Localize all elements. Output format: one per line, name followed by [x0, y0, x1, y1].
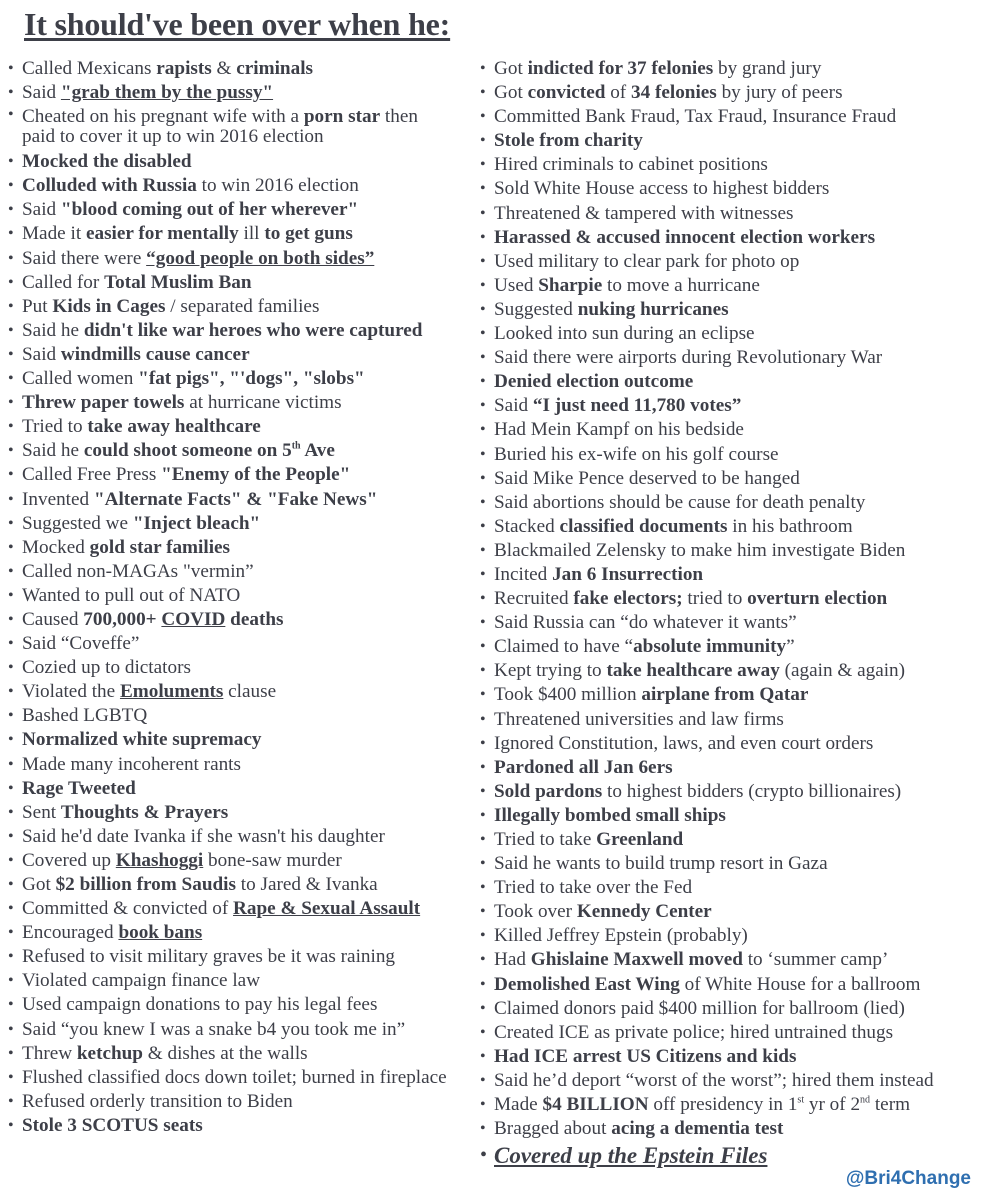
- list-item: [6, 271, 476, 295]
- left-column-list: [6, 57, 476, 1138]
- item-text-segment: Sent: [22, 801, 61, 823]
- item-text-segment: ”: [786, 636, 795, 658]
- item-text-segment: of: [605, 82, 631, 104]
- list-item: [478, 298, 978, 322]
- list-item: [478, 129, 978, 153]
- list-item: [6, 247, 476, 271]
- item-text-segment: Claimed donors paid $400 million for ballroom (lied): [494, 997, 905, 1019]
- item-text-segment: Kennedy Center: [576, 901, 712, 923]
- list-item: [478, 635, 978, 659]
- item-text-segment: airplane from Qatar: [641, 684, 809, 706]
- list-item: [6, 753, 476, 777]
- list-item: [6, 439, 476, 463]
- list-item: [478, 202, 978, 226]
- item-text-segment: tried to: [682, 588, 748, 610]
- item-text-segment: Had ICE arrest US Citizens and kids: [494, 1045, 797, 1067]
- item-text-segment: take healthcare away: [606, 660, 780, 682]
- item-text-segment: to ‘summer camp’: [742, 949, 889, 971]
- item-text-segment: term: [870, 1094, 911, 1116]
- list-item: [6, 150, 476, 174]
- list-item: [6, 391, 476, 415]
- list-item: [6, 560, 476, 584]
- item-text-segment: Stole 3 SCOTUS seats: [22, 1114, 203, 1136]
- list-item: [6, 105, 422, 150]
- list-item: [6, 897, 476, 921]
- list-item: [478, 515, 978, 539]
- item-text-segment: book bans: [118, 922, 203, 944]
- item-text-segment: in his bathroom: [727, 515, 853, 537]
- list-item: [478, 250, 978, 274]
- item-text-segment: porn star: [303, 106, 381, 128]
- item-text-segment: Claimed to have “: [494, 636, 634, 658]
- item-text-segment: easier for mentally: [85, 223, 239, 245]
- item-text-segment: Looked into sun during an eclipse: [494, 323, 755, 345]
- item-text-segment: of White House for a ballroom: [679, 973, 921, 995]
- list-item: [6, 512, 476, 536]
- item-text-segment: Sharpie: [538, 274, 603, 296]
- list-item: [478, 973, 978, 997]
- list-item: [6, 1114, 476, 1138]
- item-text-segment: Tried to: [22, 416, 88, 438]
- right-column-list: [478, 57, 978, 1169]
- item-text-segment: Used military to clear park for photo op: [494, 250, 800, 272]
- item-text-segment: nd: [860, 1094, 871, 1106]
- item-text-segment: Called women: [22, 368, 139, 390]
- item-text-segment: Thoughts & Prayers: [60, 801, 229, 823]
- item-text-segment: 34 felonies: [630, 82, 717, 104]
- item-text-segment: off presidency in 1: [648, 1094, 798, 1116]
- list-item: [478, 804, 978, 828]
- list-item: [478, 443, 978, 467]
- item-text-segment: Jan 6 Insurrection: [552, 563, 704, 585]
- list-item: [6, 222, 476, 246]
- list-item: [6, 1018, 476, 1042]
- list-item: [478, 924, 978, 948]
- item-text-segment: Stacked: [494, 515, 560, 537]
- list-item: [6, 873, 476, 897]
- item-text-segment: (again & again): [779, 660, 906, 682]
- item-text-segment: Made: [494, 1094, 543, 1116]
- list-item: [6, 174, 476, 198]
- item-text-segment: Threatened & tampered with witnesses: [494, 202, 794, 224]
- item-text-segment: Buried his ex-wife on his golf course: [494, 443, 779, 465]
- list-item: [478, 611, 978, 635]
- item-text-segment: 700,000+: [83, 608, 162, 630]
- list-item: [6, 584, 476, 608]
- item-text-segment: / separated families: [165, 295, 320, 317]
- item-text-segment: "fat pigs", "'dogs", "slobs": [138, 368, 365, 390]
- item-text-segment: Threw paper towels: [22, 392, 185, 414]
- item-text-segment: to Jared & Ivanka: [235, 874, 378, 895]
- list-item: [6, 728, 476, 752]
- list-item: [478, 274, 978, 298]
- item-text-segment: Made it: [22, 223, 86, 245]
- item-text-segment: Encouraged: [22, 922, 119, 944]
- item-text-segment: Said he'd date Ivanka if she wasn't his daughter: [22, 825, 385, 847]
- item-text-segment: didn't like war heroes who were captured: [83, 319, 423, 341]
- list-item: [6, 825, 476, 849]
- list-item: [478, 563, 978, 587]
- item-text-segment: gold star families: [89, 536, 231, 558]
- list-item: [478, 226, 978, 250]
- list-item: [6, 81, 476, 105]
- list-item: [478, 1021, 978, 1045]
- item-text-segment: Threatened universities and law firms: [494, 708, 784, 730]
- list-item: [478, 948, 978, 972]
- item-text-segment: overturn election: [747, 588, 888, 610]
- item-text-segment: Violated campaign finance law: [22, 970, 261, 992]
- item-text-segment: Demolished East Wing: [494, 973, 680, 995]
- list-item: [478, 756, 978, 780]
- item-text-segment: take away healthcare: [87, 416, 261, 438]
- item-text-segment: ketchup: [76, 1042, 143, 1064]
- item-text-segment: Used: [494, 274, 539, 296]
- item-text-segment: "blood coming out of her wherever": [60, 199, 359, 221]
- item-text-segment: Said he wants to build trump resort in Gaza: [494, 853, 828, 875]
- item-text-segment: Mocked: [22, 536, 90, 558]
- item-text-segment: Said: [22, 199, 61, 221]
- item-text-segment: Blackmailed Zelensky to make him investigate Biden: [494, 539, 906, 561]
- list-item: [6, 488, 476, 512]
- list-item: [6, 969, 476, 993]
- list-item: [478, 708, 978, 732]
- list-item: [478, 587, 978, 611]
- item-text-segment: to win 2016 election: [196, 175, 359, 197]
- item-text-segment: Used campaign donations to pay his legal fees: [22, 994, 378, 1016]
- item-text-segment: bone-saw murder: [203, 849, 342, 871]
- item-text-segment: convicted: [527, 82, 606, 104]
- item-text-segment: Said Russia can “do whatever it wants”: [494, 612, 797, 634]
- item-text-segment: Said there were airports during Revolutionary War: [494, 347, 883, 369]
- item-text-segment: Cozied up to dictators: [22, 657, 191, 679]
- item-text-segment: Created ICE as private police; hired untrained thugs: [494, 1021, 894, 1043]
- list-item: [478, 81, 978, 105]
- item-text-segment: indicted for 37 felonies: [527, 58, 714, 79]
- item-text-segment: Bashed LGBTQ: [22, 705, 148, 727]
- item-text-segment: deaths: [225, 608, 284, 630]
- list-item: [478, 370, 978, 394]
- item-text-segment: “I just need 11,780 votes”: [532, 395, 742, 417]
- item-text-segment: by jury of peers: [716, 82, 843, 104]
- item-text-segment: st: [797, 1094, 805, 1106]
- item-text-segment: Got: [494, 58, 528, 79]
- item-text-segment: COVID: [161, 608, 226, 630]
- item-text-segment: absolute immunity: [633, 636, 787, 658]
- item-text-segment: $4 BILLION: [542, 1094, 649, 1116]
- list-item: [6, 680, 476, 704]
- item-text-segment: Called Free Press: [22, 464, 162, 486]
- item-text-segment: yr of 2: [804, 1094, 861, 1116]
- list-item: [478, 1117, 978, 1141]
- item-text-segment: Called Mexicans: [22, 58, 157, 79]
- item-text-segment: Ignored Constitution, laws, and even court orders: [494, 732, 874, 754]
- item-text-segment: Refused to visit military graves be it was raining: [22, 946, 396, 968]
- item-text-segment: Violated the: [22, 681, 120, 703]
- list-item: [6, 536, 476, 560]
- list-item: [478, 153, 978, 177]
- list-item: [478, 1093, 978, 1117]
- list-item: [6, 777, 476, 801]
- list-item: [6, 319, 476, 343]
- item-text-segment: Said he: [22, 440, 84, 462]
- list-item: [6, 1090, 476, 1114]
- list-item: [478, 177, 978, 201]
- list-item: [478, 828, 978, 852]
- item-text-segment: Said: [22, 82, 61, 104]
- item-text-segment: Sold pardons: [494, 780, 603, 802]
- item-text-segment: Said there were: [22, 247, 147, 269]
- item-text-segment: Emoluments: [119, 681, 224, 703]
- item-text-segment: Caused: [22, 608, 84, 630]
- list-item: [478, 418, 978, 442]
- item-text-segment: "grab them by the pussy": [60, 82, 274, 104]
- item-text-segment: Rage Tweeted: [22, 777, 136, 799]
- list-item: [6, 993, 476, 1017]
- item-text-segment: then paid to cover it up to win 2016 election: [22, 106, 418, 148]
- item-text-segment: Called for: [22, 271, 105, 293]
- item-text-segment: Tried to take over the Fed: [494, 877, 693, 899]
- author-handle: @Bri4Change: [845, 1168, 971, 1189]
- list-item: [6, 801, 476, 825]
- list-item: [478, 394, 978, 418]
- list-item: [6, 198, 476, 222]
- item-text-segment: clause: [223, 681, 277, 703]
- list-item: [6, 704, 476, 728]
- page-title: It should've been over when he:: [24, 6, 451, 42]
- item-text-segment: could shoot someone on 5: [83, 440, 292, 462]
- item-text-segment: th: [291, 440, 301, 452]
- list-item: [6, 632, 476, 656]
- item-text-segment: Incited: [494, 563, 553, 585]
- item-text-segment: Said he’d deport “worst of the worst”; hired them instead: [494, 1069, 934, 1091]
- item-text-segment: Recruited: [494, 588, 574, 610]
- list-item: [6, 656, 476, 680]
- list-item: [478, 322, 978, 346]
- item-text-segment: fake electors;: [573, 588, 683, 610]
- item-text-segment: Colluded with Russia: [22, 175, 197, 197]
- item-text-segment: acing a dementia test: [611, 1118, 784, 1140]
- list-item: [6, 1042, 476, 1066]
- item-text-segment: Said he: [22, 319, 84, 341]
- item-text-segment: Suggested: [494, 298, 578, 320]
- item-text-segment: Made many incoherent rants: [22, 753, 241, 775]
- item-text-segment: ill: [238, 223, 265, 245]
- item-text-segment: Bragged about: [494, 1118, 612, 1140]
- item-text-segment: Flushed classified docs down toilet; burned in fireplace: [22, 1066, 447, 1088]
- item-text-segment: Khashoggi: [115, 849, 204, 871]
- list-item: [478, 683, 978, 707]
- item-text-segment: $2 billion from Saudis: [55, 874, 236, 895]
- item-text-segment: Hired criminals to cabinet positions: [494, 154, 768, 176]
- item-text-segment: Kept trying to: [494, 660, 607, 682]
- item-text-segment: Ave: [300, 440, 335, 462]
- list-item: [6, 849, 476, 873]
- item-text-segment: Got: [494, 82, 528, 104]
- item-text-segment: Invented: [22, 488, 94, 510]
- list-item: [478, 1045, 978, 1069]
- item-text-segment: Suggested we: [22, 512, 133, 534]
- item-text-segment: Normalized white supremacy: [22, 729, 262, 751]
- list-item: [6, 415, 476, 439]
- item-text-segment: Said abortions should be cause for death penalty: [494, 491, 866, 513]
- list-item: [478, 732, 978, 756]
- item-text-segment: Ghislaine Maxwell moved: [530, 949, 743, 971]
- list-item: [478, 346, 978, 370]
- item-text-segment: rapists: [156, 58, 212, 79]
- list-item: [478, 57, 978, 81]
- list-item: [478, 467, 978, 491]
- item-text-segment: Said Mike Pence deserved to be hanged: [494, 467, 800, 489]
- list-item: [478, 780, 978, 804]
- item-text-segment: Tried to take: [494, 829, 597, 850]
- item-text-segment: by grand jury: [713, 58, 822, 79]
- item-text-segment: Said: [494, 395, 533, 417]
- list-item: [478, 1069, 978, 1093]
- item-text-segment: Got: [22, 874, 56, 895]
- item-text-segment: Stole from charity: [494, 130, 643, 152]
- item-text-segment: Put: [22, 295, 53, 317]
- list-item: [6, 945, 476, 969]
- list-item: [6, 343, 476, 367]
- list-item: [478, 539, 978, 563]
- item-text-segment: “good people on both sides”: [146, 247, 375, 269]
- item-text-segment: Greenland: [596, 829, 684, 850]
- item-text-segment: "Alternate Facts" & "Fake News": [93, 488, 378, 510]
- item-text-segment: Committed Bank Fraud, Tax Fraud, Insurance Fraud: [494, 106, 897, 128]
- list-item: [6, 57, 476, 81]
- item-text-segment: to get guns: [264, 223, 353, 245]
- item-text-segment: to highest bidders (crypto billionaires): [602, 780, 902, 802]
- list-item: [478, 1142, 978, 1169]
- item-text-segment: Took over: [494, 901, 577, 923]
- item-text-segment: windmills cause cancer: [60, 343, 250, 365]
- item-text-segment: Harassed & accused innocent election workers: [494, 226, 876, 248]
- list-item: [478, 900, 978, 924]
- item-text-segment: Had: [494, 949, 531, 971]
- item-text-segment: classified documents: [559, 515, 728, 537]
- item-text-segment: "Enemy of the People": [161, 464, 351, 486]
- item-text-segment: Said “Coveffe”: [22, 633, 140, 655]
- item-text-segment: Had Mein Kampf on his bedside: [494, 419, 744, 441]
- list-item: [478, 491, 978, 515]
- item-text-segment: Called non-MAGAs "vermin”: [22, 560, 254, 582]
- item-text-segment: & dishes at the walls: [142, 1042, 308, 1064]
- list-item: [6, 367, 476, 391]
- item-text-segment: nuking hurricanes: [577, 298, 729, 320]
- item-text-segment: Took $400 million: [494, 684, 642, 706]
- item-text-segment: "Inject bleach": [132, 512, 261, 534]
- item-text-segment: Sold White House access to highest bidders: [494, 178, 830, 200]
- item-text-segment: Total Muslim Ban: [104, 271, 252, 293]
- list-item: [478, 997, 978, 1021]
- list-item: [478, 876, 978, 900]
- item-text-segment: Refused orderly transition to Biden: [22, 1090, 293, 1112]
- item-text-segment: Said: [22, 343, 61, 365]
- list-item: [478, 105, 978, 129]
- item-text-segment: &: [211, 58, 237, 79]
- list-item: [6, 921, 476, 945]
- item-text-segment: Pardoned all Jan 6ers: [494, 756, 673, 778]
- item-text-segment: Threw: [22, 1042, 77, 1064]
- item-text-segment: Rape & Sexual Assault: [233, 898, 421, 920]
- item-text-segment: Committed & convicted of: [22, 898, 234, 920]
- item-text-segment: Wanted to pull out of NATO: [22, 584, 241, 606]
- item-text-segment: Denied election outcome: [494, 371, 694, 393]
- item-text-segment: Cheated on his pregnant wife with a: [22, 106, 304, 128]
- item-text-segment: Said “you knew I was a snake b4 you took me in”: [22, 1018, 406, 1040]
- list-item: [6, 295, 476, 319]
- list-item: [6, 1066, 476, 1090]
- item-text-segment: Mocked the disabled: [22, 151, 192, 173]
- list-item: [478, 659, 978, 683]
- item-text-segment: at hurricane victims: [184, 392, 342, 414]
- item-text-segment: Covered up: [22, 849, 116, 871]
- list-item: [6, 463, 476, 487]
- item-text-segment: to move a hurricane: [602, 274, 760, 296]
- item-text-segment: Covered up the Epstein Files: [494, 1143, 768, 1169]
- item-text-segment: Kids in Cages: [52, 295, 166, 317]
- item-text-segment: Illegally bombed small ships: [494, 804, 726, 826]
- item-text-segment: Killed Jeffrey Epstein (probably): [494, 925, 748, 947]
- list-item: [6, 608, 476, 632]
- item-text-segment: criminals: [236, 58, 313, 79]
- list-item: [478, 852, 978, 876]
